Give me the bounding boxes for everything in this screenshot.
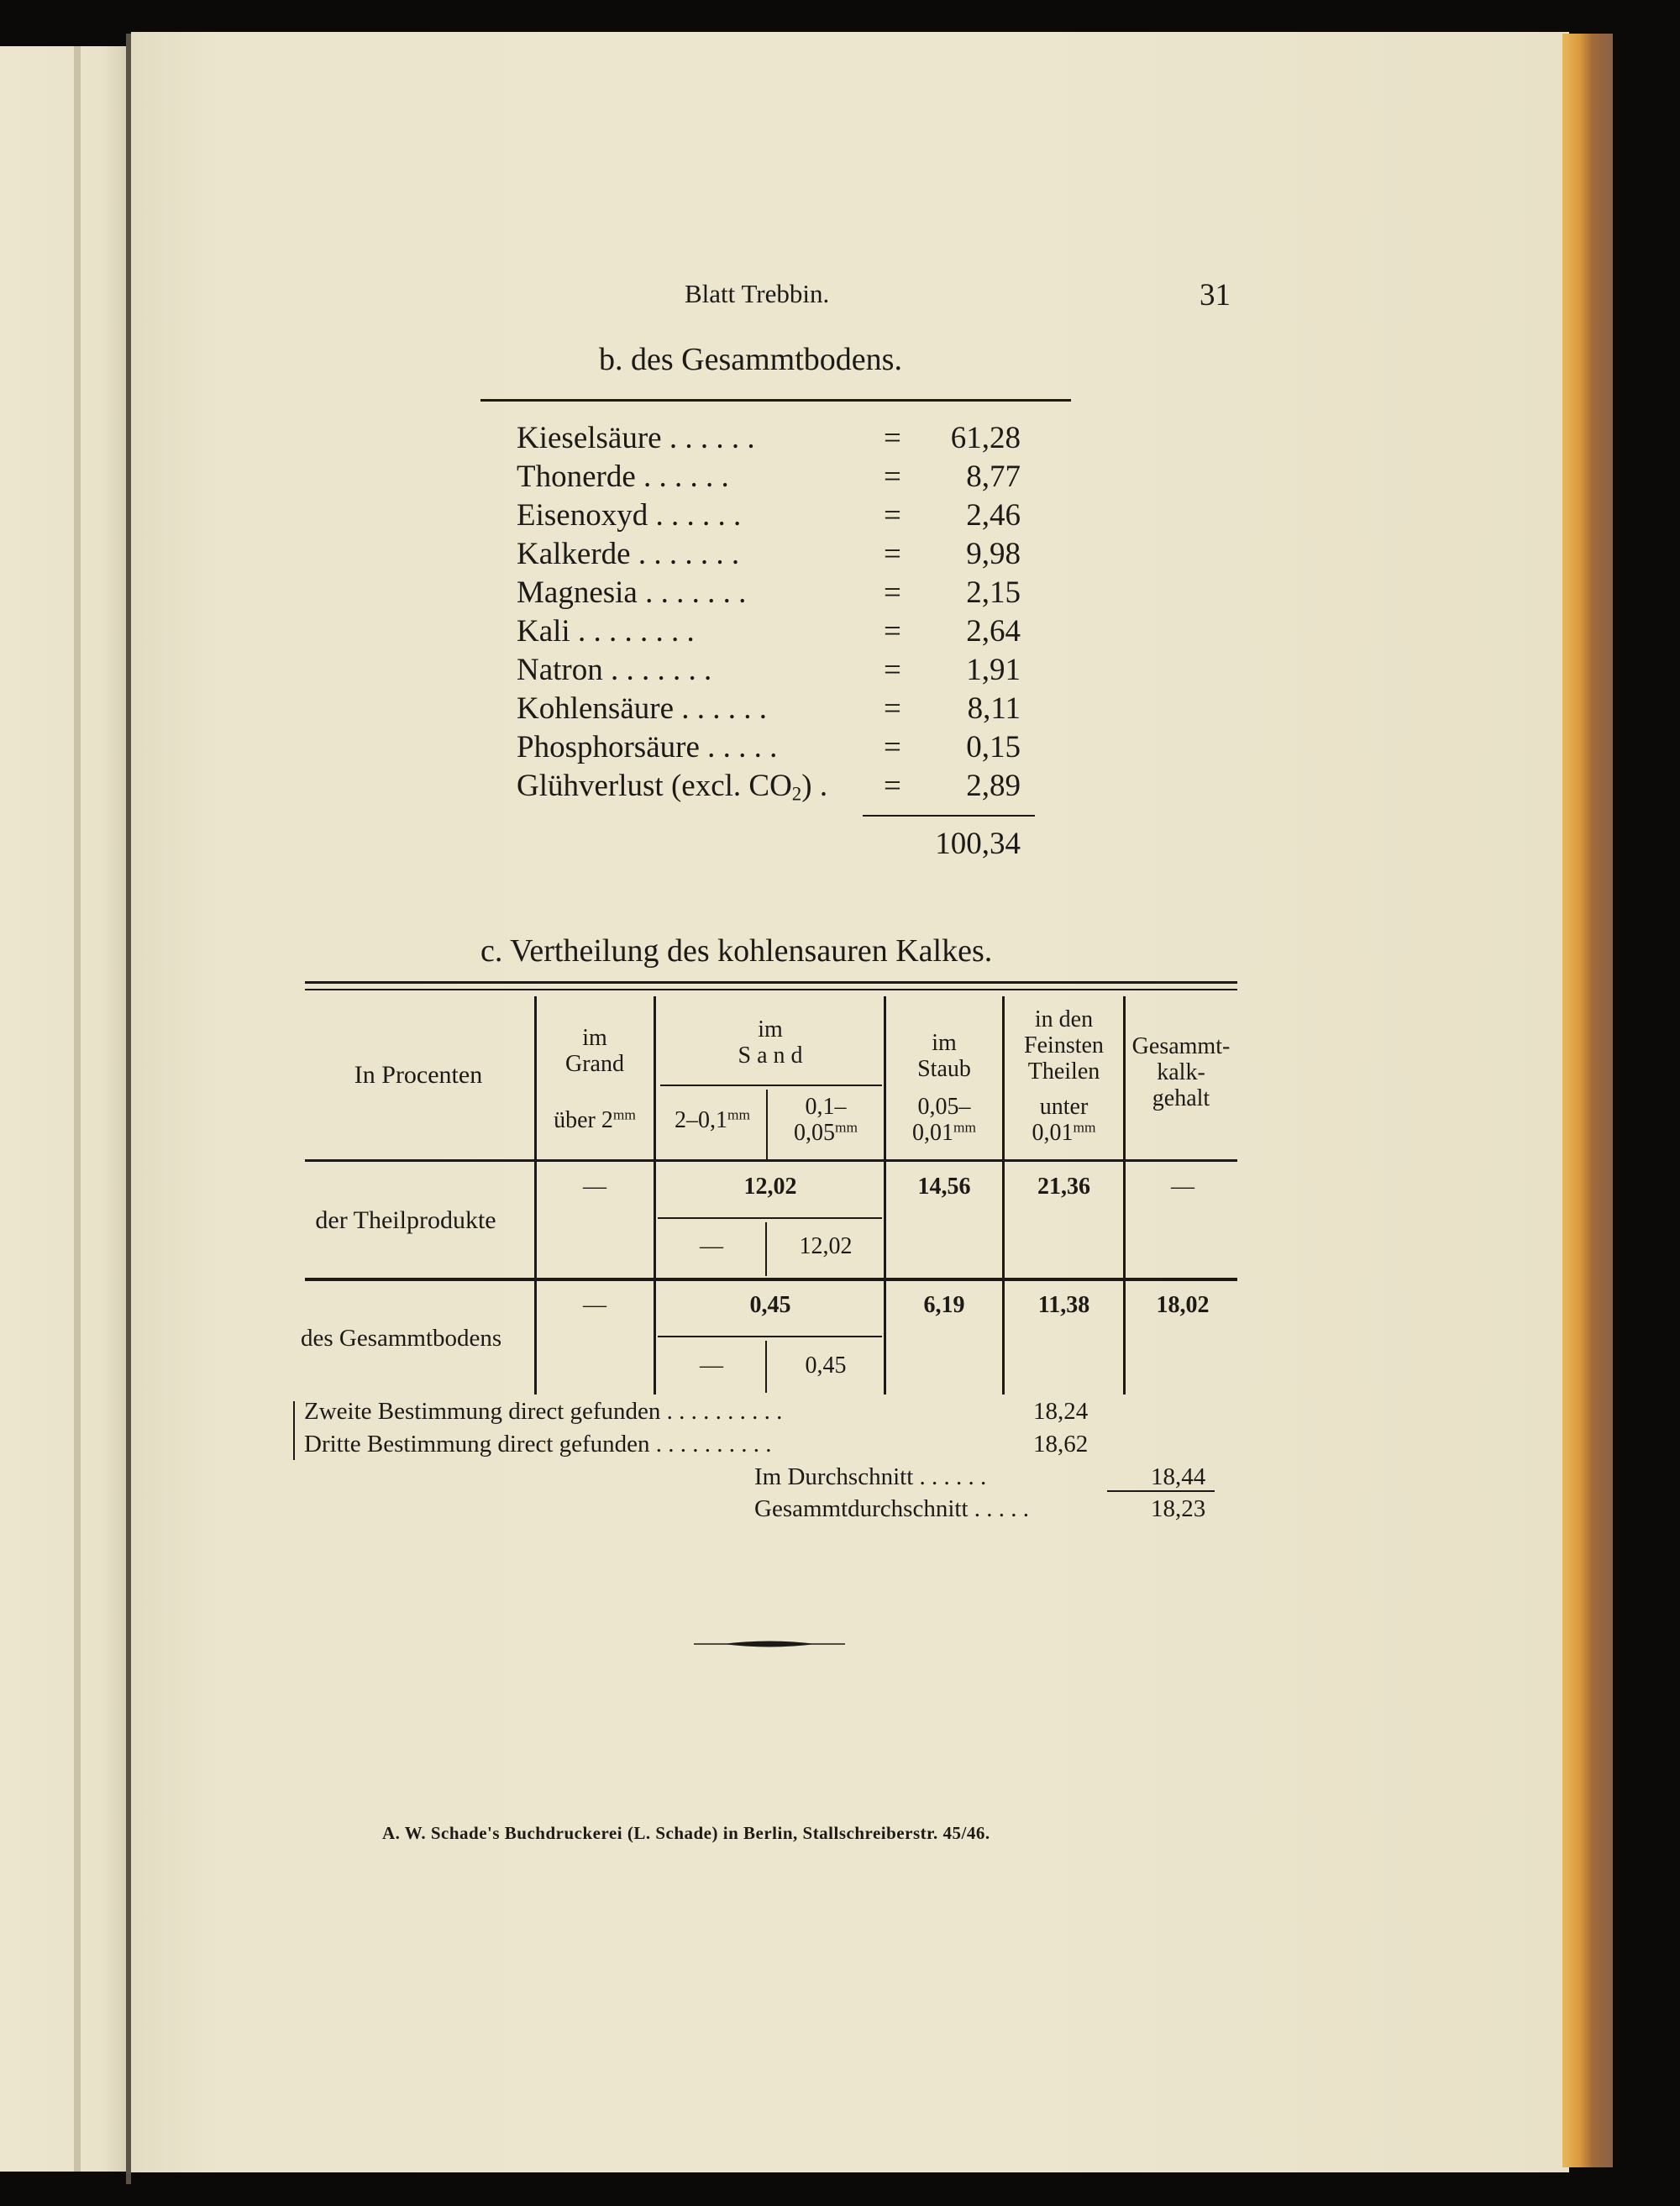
header-line: 0,1– xyxy=(805,1094,847,1120)
component-value: 2,64 xyxy=(966,614,1021,649)
list-item xyxy=(517,691,1021,727)
equals-sign: = xyxy=(884,421,901,455)
running-header: Blatt Trebbin. xyxy=(685,279,830,308)
component-value: 2,46 xyxy=(966,498,1021,533)
component-name xyxy=(517,768,827,804)
cell-sand-total: 12,02 xyxy=(743,1174,797,1200)
note-text: Zweite Bestimmung direct gefunden . . . . . . . . . . xyxy=(304,1398,783,1425)
note-value: 18,44 xyxy=(1151,1463,1206,1490)
equals-sign: = xyxy=(884,691,901,726)
header-line: im xyxy=(582,1025,607,1051)
ornament-rule-icon xyxy=(694,1638,845,1650)
col-header-staub xyxy=(886,1030,1002,1082)
margin-tick xyxy=(293,1401,295,1460)
page-edge-gilt xyxy=(1562,34,1613,2167)
printer-imprint: A. W. Schade's Buchdruckerei (L. Schade) in Berlin, Stallschreiberstr. 45/46. xyxy=(382,1823,990,1843)
component-name: Kohlensäure . . . . . . xyxy=(517,691,767,726)
equals-sign: = xyxy=(884,769,901,803)
component-value: 2,89 xyxy=(966,769,1021,803)
cell-staub: 6,19 xyxy=(923,1292,965,1318)
note-value: 18,23 xyxy=(1151,1495,1206,1522)
component-name: Kalkerde . . . . . . . xyxy=(517,537,740,571)
note-value: 18,62 xyxy=(1033,1431,1089,1458)
equals-sign: = xyxy=(884,575,901,610)
size-text: über 2 xyxy=(554,1107,613,1133)
left-page-edge xyxy=(74,46,81,2172)
list-item xyxy=(517,536,1021,573)
sand-split-vline xyxy=(765,1341,767,1393)
unit-superscript: mm xyxy=(612,1106,636,1123)
size-text: 0,01 xyxy=(1032,1120,1074,1146)
sand-split-vline xyxy=(765,1222,767,1276)
sum-rule xyxy=(1107,1490,1215,1492)
list-item xyxy=(517,613,1021,650)
col-header-procenten: In Procenten xyxy=(354,1061,483,1089)
cell-staub: 14,56 xyxy=(917,1174,971,1200)
header-line: in den xyxy=(1034,1006,1094,1032)
unit-superscript: mm xyxy=(1073,1119,1096,1136)
col-header-feinste-size xyxy=(1005,1094,1123,1146)
list-item xyxy=(517,575,1021,612)
unit-superscript: mm xyxy=(834,1119,858,1136)
header-line: im xyxy=(932,1030,957,1056)
header-line: gehalt xyxy=(1152,1085,1210,1111)
note-value: 18,24 xyxy=(1033,1398,1089,1425)
header-line: Grand xyxy=(565,1051,624,1077)
left-page xyxy=(0,46,126,2172)
cell-sand-coarse: — xyxy=(700,1352,723,1379)
size-text: 2–0,1 xyxy=(674,1107,727,1133)
page-number: 31 xyxy=(1200,278,1231,313)
note-text: Im Durchschnitt . . . . . . xyxy=(754,1463,987,1490)
list-item xyxy=(517,459,1021,496)
sand-sub-rule xyxy=(660,1085,882,1086)
unit-superscript: mm xyxy=(953,1119,976,1136)
component-name: Kali . . . . . . . . xyxy=(517,614,695,649)
component-name: Natron . . . . . . . xyxy=(517,653,712,687)
header-line: Feinsten xyxy=(1024,1032,1104,1058)
list-item xyxy=(517,420,1021,457)
header-line: Theilen xyxy=(1027,1058,1100,1085)
header-line: 0,05– xyxy=(917,1094,971,1120)
header-line: im xyxy=(758,1016,783,1043)
list-item xyxy=(517,497,1021,534)
row-separator xyxy=(305,1278,1237,1281)
sum-rule xyxy=(863,815,1035,817)
equals-sign: = xyxy=(884,614,901,649)
component-name-end: ) . xyxy=(801,769,828,803)
component-name: Phosphorsäure . . . . . xyxy=(517,730,778,764)
sand-split-rule xyxy=(658,1336,882,1337)
col-header-feinste xyxy=(1005,1006,1123,1085)
table-top-rule-2 xyxy=(305,989,1237,990)
cell-grand: — xyxy=(583,1292,606,1318)
col-header-staub-size xyxy=(886,1094,1002,1146)
component-value: 8,77 xyxy=(966,460,1021,494)
equals-sign: = xyxy=(884,537,901,571)
cell-feinste: 21,36 xyxy=(1037,1174,1090,1200)
col-header-sand xyxy=(657,1016,884,1069)
equals-sign: = xyxy=(884,653,901,687)
cell-grand: — xyxy=(583,1174,606,1200)
col-header-sand-coarse xyxy=(659,1107,766,1133)
cell-sand-coarse: — xyxy=(700,1233,723,1259)
header-line xyxy=(1005,1120,1123,1146)
table-vline xyxy=(534,996,537,1161)
cell-gesammt: — xyxy=(1171,1174,1194,1200)
header-line xyxy=(768,1120,884,1146)
header-line: S a n d xyxy=(738,1043,803,1069)
equals-sign: = xyxy=(884,730,901,764)
table-vline xyxy=(654,1162,656,1279)
size-text: 0,01 xyxy=(911,1120,953,1146)
cell-feinste: 11,38 xyxy=(1037,1292,1090,1318)
list-item xyxy=(517,768,1021,805)
table-header-rule xyxy=(305,1159,1237,1162)
component-value: 0,15 xyxy=(966,730,1021,764)
note-text: Dritte Bestimmung direct gefunden . . . . . . . . . . xyxy=(304,1431,772,1458)
component-name: Kieselsäure . . . . . . xyxy=(517,421,755,455)
col-header-grand xyxy=(538,1025,652,1077)
section-b-rule xyxy=(480,399,1071,402)
table-vline xyxy=(534,1281,537,1395)
component-value: 2,15 xyxy=(966,575,1021,610)
cell-sand-fine: 0,45 xyxy=(805,1352,847,1379)
section-b-heading: b. des Gesammtbodens. xyxy=(599,342,902,377)
header-line: kalk- xyxy=(1157,1059,1205,1085)
component-name: Thonerde . . . . . . xyxy=(517,460,729,494)
size-text: 0,05 xyxy=(793,1120,835,1146)
sum-total: 100,34 xyxy=(935,827,1021,861)
col-header-sand-fine xyxy=(768,1094,884,1146)
col-header-grand-size xyxy=(538,1107,652,1133)
equals-sign: = xyxy=(884,460,901,494)
component-value: 8,11 xyxy=(967,691,1021,726)
table-vline xyxy=(534,1162,537,1279)
sand-split-rule xyxy=(658,1217,882,1219)
header-line: Staub xyxy=(917,1056,971,1082)
header-line: Gesammt- xyxy=(1131,1033,1231,1059)
component-value: 61,28 xyxy=(950,421,1021,455)
header-line: unter xyxy=(1039,1094,1089,1120)
component-name: Eisenoxyd . . . . . . xyxy=(517,498,742,533)
table-top-rule-1 xyxy=(305,981,1237,984)
unit-superscript: mm xyxy=(727,1106,750,1123)
table-vline xyxy=(654,1281,656,1395)
cell-sand-fine: 12,02 xyxy=(799,1233,853,1259)
component-value: 9,98 xyxy=(966,537,1021,571)
section-c-heading: c. Vertheilung des kohlensauren Kalkes. xyxy=(480,933,993,969)
cell-gesammt: 18,02 xyxy=(1156,1292,1210,1318)
component-name-subscript: 2 xyxy=(791,783,802,805)
note-text: Gesammtdurchschnitt . . . . . xyxy=(754,1495,1030,1522)
cell-sand-total: 0,45 xyxy=(749,1292,791,1318)
header-line xyxy=(886,1120,1002,1146)
list-item xyxy=(517,729,1021,766)
component-name: Magnesia . . . . . . . xyxy=(517,575,747,610)
col-header-gesammt xyxy=(1122,1033,1240,1111)
row-label: der Theilprodukte xyxy=(315,1206,496,1234)
component-value: 1,91 xyxy=(966,653,1021,687)
list-item xyxy=(517,652,1021,689)
equals-sign: = xyxy=(884,498,901,533)
row-label: des Gesammtbodens xyxy=(301,1325,502,1352)
table-vline xyxy=(654,996,656,1161)
component-name-main: Glühverlust (excl. CO xyxy=(517,769,792,803)
